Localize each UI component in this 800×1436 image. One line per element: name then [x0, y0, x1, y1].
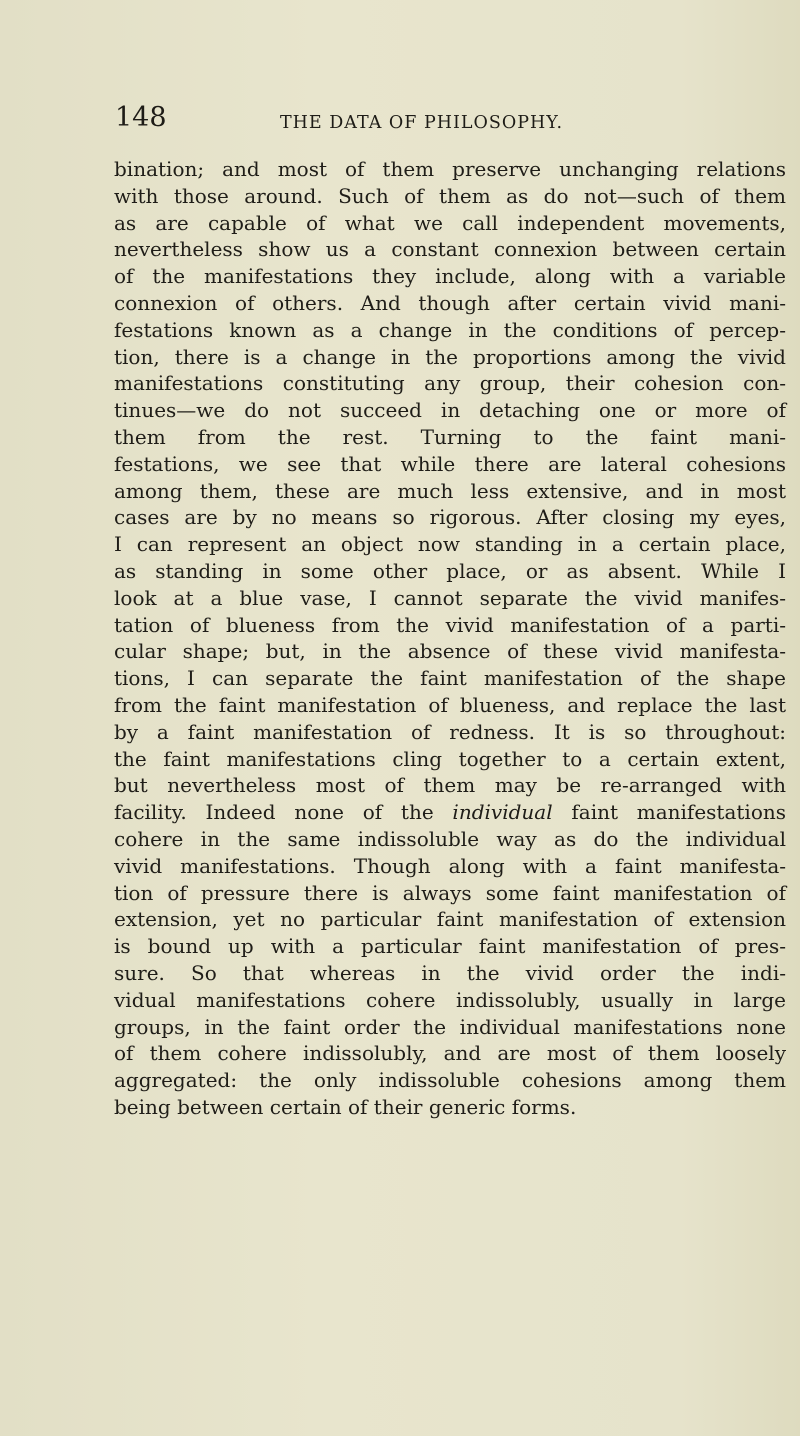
text-line: tation of blueness from the vivid manifestation of a parti- — [114, 612, 786, 637]
text-line: but nevertheless most of them may be re-arranged with — [114, 773, 786, 798]
text-line: facility. Indeed none of the individual faint manifestations — [114, 800, 787, 825]
text-line: bination; and most of them preserve unchanging relations — [114, 157, 786, 181]
text-line: the faint manifestations cling together to a certain extent, — [114, 746, 786, 771]
text-line: being between certain of their generic forms. — [114, 1094, 577, 1119]
body-text — [114, 156, 786, 1121]
italic-word: individual — [452, 800, 553, 825]
running-title: THE DATA OF PHILOSOPHY. — [280, 113, 564, 133]
text-line: tions, I can separate the faint manifestation of the shape — [114, 666, 786, 691]
text-line: connexion of others. And though after certain vivid mani- — [114, 290, 786, 315]
text-line: cular shape; but, in the absence of these vivid manifesta- — [114, 639, 786, 664]
text-line: I can represent an object now standing in a certain place, — [114, 532, 786, 557]
text-line: among them, these are much less extensive, and in most — [114, 478, 786, 503]
text-line: them from the rest. Turning to the faint mani- — [114, 424, 786, 449]
text-line: of the manifestations they include, along with a variable — [114, 264, 786, 289]
text-line: manifestations constituting any group, their cohesion con- — [114, 371, 786, 396]
text-line: cohere in the same indissoluble way as do the individual — [114, 826, 786, 851]
text-line: vidual manifestations cohere indissolubly, usually in large — [114, 987, 786, 1012]
text-line: tion of pressure there is always some faint manifestation of — [114, 880, 786, 905]
text-line: festations known as a change in the conditions of percep- — [114, 317, 786, 342]
text-line: aggregated: the only indissoluble cohesions among them — [114, 1068, 786, 1093]
text-line: cases are by no means so rigorous. After closing my eyes, — [114, 505, 786, 530]
text-line: vivid manifestations. Though along with a faint manifesta- — [114, 853, 786, 878]
text-line: groups, in the faint order the individual manifestations none — [114, 1014, 786, 1039]
text-line: is bound up with a particular faint manifestation of pres- — [114, 934, 786, 959]
text-line: as standing in some other place, or as absent. While I — [114, 558, 786, 583]
text-line: tinues—we do not succeed in detaching one or more of — [114, 398, 786, 423]
text-line: extension, yet no particular faint manifestation of extension — [114, 907, 786, 932]
text-line: as are capable of what we call independent movements, — [114, 210, 786, 235]
text-line: with those around. Such of them as do not—such of them — [114, 183, 786, 208]
text-line: look at a blue vase, I cannot separate the vivid manifes- — [114, 585, 786, 610]
page-number: 148 — [115, 102, 167, 133]
text-line: by a faint manifestation of redness. It is so throughout: — [114, 719, 786, 744]
text-line: tion, there is a change in the proportions among the vivid — [114, 344, 786, 369]
text-line: sure. So that whereas in the vivid order the indi- — [114, 960, 786, 985]
text-line: of them cohere indissolubly, and are most of them loosely — [114, 1041, 786, 1066]
text-line: nevertheless show us a constant connexion between certain — [114, 237, 786, 262]
text-line: from the faint manifestation of blueness, and replace the last — [114, 692, 786, 717]
text-line: festations, we see that while there are lateral cohesions — [114, 451, 786, 476]
